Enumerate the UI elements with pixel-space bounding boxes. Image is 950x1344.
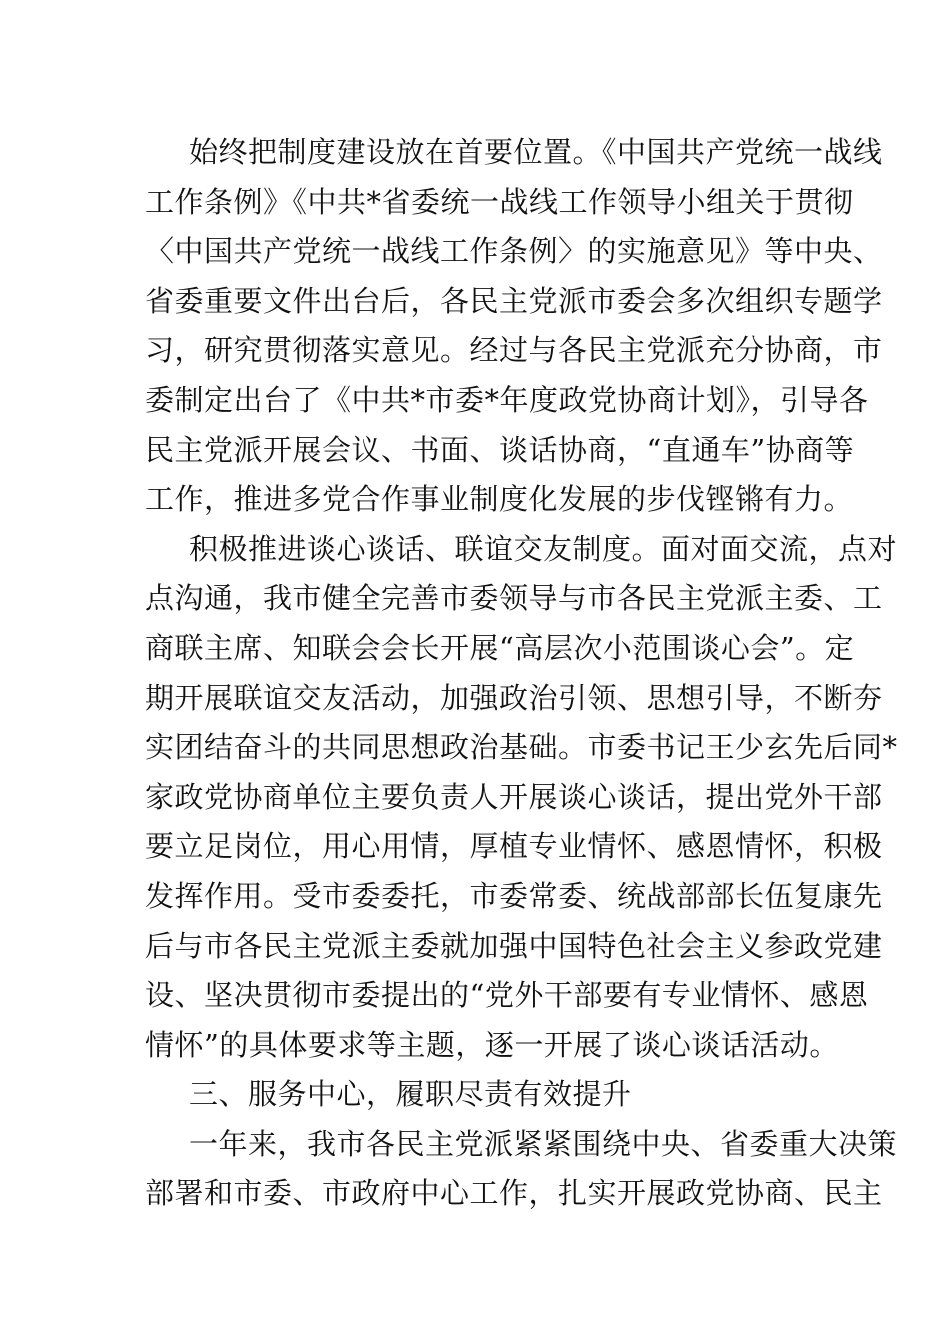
paragraph-2-line-11: 情怀”的具体要求等主题，逐一开展了谈心谈话活动。 (145, 1027, 839, 1062)
section-heading: 三、服务中心，履职尽责有效提升 (189, 1077, 632, 1112)
paragraph-2-line-4: 期开展联谊交友活动，加强政治引领、思想引导，不断夯 (145, 680, 883, 715)
paragraph-1-line-6: 委制定出台了《中共*市委*年度政党协商计划》，引导各 (145, 382, 869, 417)
paragraph-2-line-9: 后与市各民主党派主委就加强中国特色社会主义参政党建 (145, 928, 883, 963)
paragraph-3-line-2: 部署和市委、市政府中心工作，扎实开展政党协商、民主 (145, 1176, 883, 1211)
paragraph-1-line-7: 民主党派开展会议、书面、谈话协商，“直通车”协商等 (145, 432, 855, 467)
paragraph-3-line-1: 一年来，我市各民主党派紧紧围绕中央、省委重大决策 (189, 1126, 898, 1161)
paragraph-1-line-1: 始终把制度建设放在首要位置。《中国共产党统一战线 (189, 135, 883, 169)
paragraph-2-line-10: 设、坚决贯彻市委提出的“党外干部要有专业情怀、感恩 (145, 978, 869, 1013)
paragraph-2-line-2: 点沟通，我市健全完善市委领导与市各民主党派主委、工 (145, 581, 883, 616)
paragraph-1-line-4: 省委重要文件出台后，各民主党派市委会多次组织专题学 (145, 283, 883, 318)
paragraph-1-line-2: 工作条例》《中共*省委统一战线工作领导小组关于贯彻 (145, 184, 854, 219)
document-body (145, 128, 898, 1219)
paragraph-2-line-3: 商联主席、知联会会长开展“高层次小范围谈心会”。定 (145, 630, 855, 665)
paragraph-2-line-8: 发挥作用。受市委委托，市委常委、统战部部长伍复康先 (145, 878, 883, 913)
paragraph-1-line-8: 工作，推进多党合作事业制度化发展的步伐铿锵有力。 (145, 482, 854, 517)
paragraph-2-line-5: 实团结奋斗的共同思想政治基础。市委书记王少玄先后同* (145, 730, 898, 765)
paragraph-2-line-7: 要立足岗位，用心用情，厚植专业情怀、感恩情怀，积极 (145, 829, 883, 864)
paragraph-1-line-3: 〈中国共产党统一战线工作条例〉的实施意见》等中央、 (145, 234, 883, 269)
paragraph-2-line-6: 家政党协商单位主要负责人开展谈心谈话，提出党外干部 (145, 779, 883, 814)
paragraph-2-line-1: 积极推进谈心谈话、联谊交友制度。面对面交流，点对 (189, 531, 898, 566)
paragraph-1-line-5: 习，研究贯彻落实意见。经过与各民主党派充分协商，市 (145, 333, 883, 368)
